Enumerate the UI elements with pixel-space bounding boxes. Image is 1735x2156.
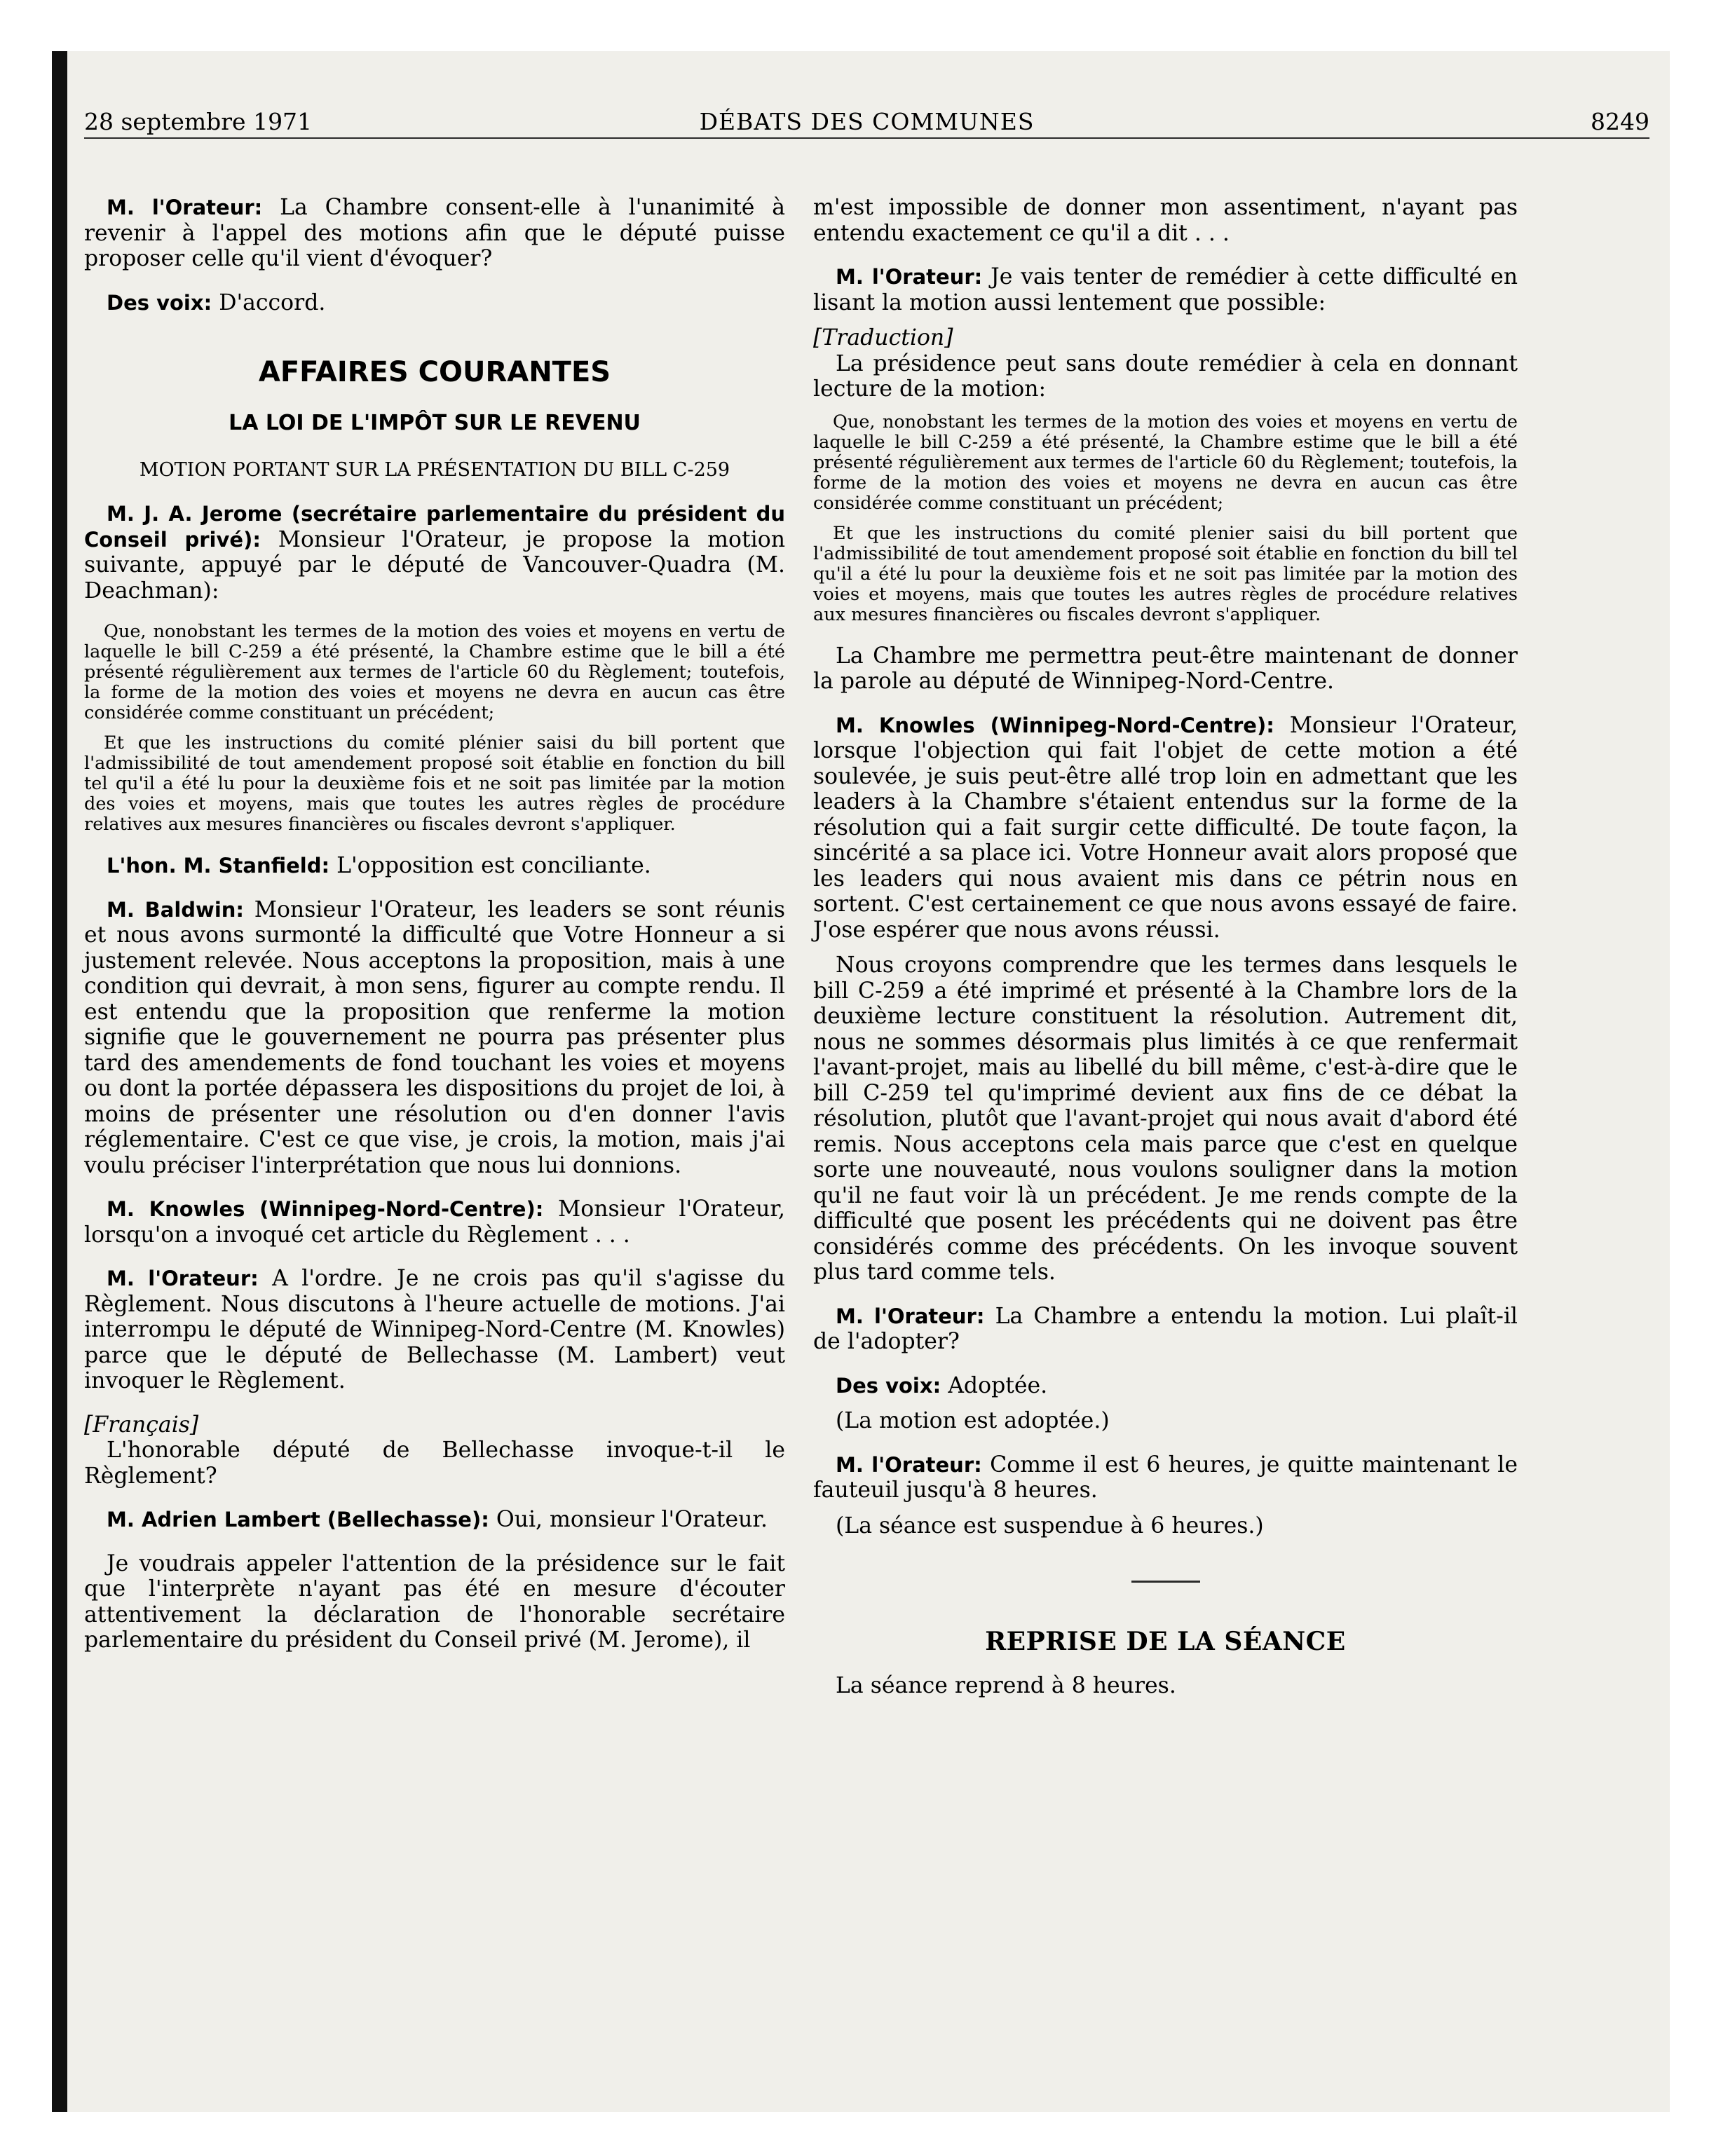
speech-text: Je vais tenter de remédier à cette difficulté en lisant la motion aussi lentement que possible: — [813, 264, 1518, 315]
paragraph — [813, 264, 1518, 315]
speaker: M. J. A. Jerome (secrétaire parlementaire du président du Conseil privé): — [84, 502, 785, 552]
motion-quote: Que, nonobstant les termes de la motion des voies et moyens en vertu de laquelle le bill C-259 a été présenté, la Chambre estime que le bill a été présenté régulièrement aux termes de l'article 60 du Règlement; toutefois, la forme de la motion des voies et moyens ne devra en aucun cas être considérée comme constituant un précédent; — [813, 411, 1518, 514]
speech-text: Monsieur l'Orateur, lorsque l'objection qui fait l'objet de cette motion a été soulevée, je suis peut-être allé trop loin en admettant que les leaders à la Chambre s'étaient entendus sur la forme de la résolution qui a fait surgir cette difficulté. De toute façon, la sincérité a sa place ici. Votre Honneur avait alors proposé que les leaders qui nous avaient mis dans ce pétrin nous en sortent. C'est certainement ce que nous avons essayé de faire. J'ose espérer que nous avons réussi. — [813, 712, 1518, 943]
paragraph: (La motion est adoptée.) — [836, 1408, 1110, 1433]
left-column — [84, 195, 785, 1653]
paragraph — [813, 713, 1518, 943]
speech-text: Monsieur l'Orateur, lorsqu'on a invoqué cet article du Règlement . . . — [84, 1196, 786, 1248]
paragraph: Nous croyons comprendre que les termes dans lesquels le bill C-259 a été imprimé et présenté à la Chambre lors de la deuxième lecture constituent la résolution. Autrement dit, nous ne sommes désormais plus limités à ce que renfermait l'avant-projet, mais au libellé du bill même, c'est-à-dire que le bill C-259 tel qu'imprimé devient aux fins de ce débat la résolution, plutôt que l'avant-projet qui nous avait d'abord été remis. Nous acceptons cela mais parce que c'est en quelque sorte une nouveauté, nous voulons souligner dans la motion qu'il ne faut voir là un précédent. Je me rends compte de la difficulté que posent les précédents qui ne doivent pas être considérés comme des précédents. On les invoque souvent plus tard comme tels. — [813, 953, 1518, 1285]
paragraph: L'honorable député de Bellechasse invoque-t-il le Règlement? — [84, 1438, 785, 1489]
speaker: L'hon. M. Stanfield: — [107, 854, 330, 878]
speaker: M. l'Orateur: — [107, 1267, 259, 1290]
paragraph: Je voudrais appeler l'attention de la présidence sur le fait que l'interprète n'ayant pas été en mesure d'écouter attentivement la déclaration de l'honorable secrétaire parlementaire du président du Conseil privé (M. Jerome), il — [84, 1550, 785, 1653]
section-heading: AFFAIRES COURANTES — [258, 356, 611, 388]
speech-text: Monsieur l'Orateur, les leaders se sont réunis et nous avons surmonté la difficulté que Votre Honneur a si justement relevée. Nous acceptons la proposition, mais à une condition qui devrait, à mon sens, figurer au compte rendu. Il est entendu que la proposition que renferme la motion signifie que le gouvernement ne pourra pas présenter plus tard des amendements de fond touchant les voies et moyens ou dont la portée dépassera les dispositions du projet de loi, à moins de présenter une résolution ou d'en donner l'avis réglementaire. C'est ce que vise, je crois, la motion, mais j'ai voulu préciser l'interprétation que nous lui donnions. — [84, 896, 785, 1178]
paragraph — [84, 1507, 785, 1533]
section-divider — [1131, 1581, 1200, 1583]
paragraph: La Chambre me permettra peut-être maintenant de donner la parole au député de Winnipeg-Nord-Centre. — [813, 643, 1518, 694]
speech-text: La Chambre consent-elle à l'unanimité à revenir à l'appel des motions afin que le député puisse proposer celle qu'il vient d'évoquer? — [84, 195, 786, 271]
speech-text: Comme il est 6 heures, je quitte maintenant le fauteuil jusqu'à 8 heures. — [813, 1452, 1518, 1503]
motion-quote: Et que les instructions du comité plénier saisi du bill portent que l'admissibilité de tout amendement proposé soit établie en fonction du bill tel qu'il a été lu pour la deuxième fois et ne soit pas limitée par la motion des voies et moyens, mais que toutes les autres règles de procédure relatives aux mesures financières ou fiscales devront s'appliquer. — [84, 732, 785, 835]
header-page-number: 8249 — [1591, 108, 1649, 135]
speech-text: Adoptée. — [948, 1372, 1048, 1398]
speaker: M. l'Orateur: — [107, 196, 263, 219]
motion-quote: Et que les instructions du comité plenier saisi du bill portent que l'admissibilité de tout amendement proposé soit établie en fonction du bill tel qu'il a été lu pour la deuxième fois et ne soit pas limitée par la motion des voies et moyens, mais que toutes les autres règles de procédure relatives aux mesures financières ou fiscales devront s'appliquer. — [813, 522, 1518, 625]
speaker: Des voix: — [107, 290, 212, 315]
paragraph — [84, 501, 785, 603]
paragraph — [84, 1266, 785, 1394]
speech-text: La Chambre a entendu la motion. Lui plaît-il de l'adopter? — [813, 1303, 1518, 1354]
language-marker: [Traduction] — [813, 325, 953, 350]
speaker: M. l'Orateur: — [836, 265, 983, 289]
language-marker: [Français] — [84, 1412, 199, 1438]
header-title: DÉBATS DES COMMUNES — [699, 108, 1035, 135]
paragraph — [813, 1304, 1518, 1355]
speaker: M. Knowles (Winnipeg-Nord-Centre): — [107, 1197, 544, 1221]
paragraph — [84, 853, 785, 879]
right-column — [813, 195, 1518, 1698]
header-date: 28 septembre 1971 — [84, 108, 313, 135]
speaker: Des voix: — [836, 1373, 941, 1398]
paragraph: La présidence peut sans doute remédier à cela en donnant lecture de la motion: — [813, 350, 1518, 402]
paragraph — [84, 897, 785, 1179]
speech-text: Monsieur l'Orateur, je propose la motion suivante, appuyé par le député de Vancouver-Quadra (M. Deachman): — [84, 526, 786, 603]
section-heading: REPRISE DE LA SÉANCE — [985, 1627, 1346, 1656]
paragraph — [84, 290, 785, 316]
speaker: M. l'Orateur: — [836, 1452, 982, 1477]
paragraph: La séance reprend à 8 heures. — [836, 1672, 1176, 1698]
paragraph — [813, 1373, 1518, 1399]
speech-text: L'opposition est conciliante. — [336, 853, 651, 878]
paragraph — [84, 1196, 785, 1248]
speaker: M. Adrien Lambert (Bellechasse): — [107, 1508, 489, 1531]
subsection-heading: LA LOI DE L'IMPÔT SUR LE REVENU — [229, 411, 641, 435]
speaker: M. Baldwin: — [107, 897, 244, 922]
speech-text: D'accord. — [219, 289, 326, 315]
speech-text: A l'ordre. Je ne crois pas qu'il s'agisse du Règlement. Nous discutons à l'heure actuelle de motions. J'ai interrompu le député de Winnipeg-Nord-Centre (M. Knowles) parce que le député de Bellechasse (M. Lambert) veut invoquer le Règlement. — [84, 1266, 786, 1393]
paragraph — [813, 1452, 1518, 1503]
paragraph — [84, 195, 785, 272]
motion-heading: MOTION PORTANT SUR LA PRÉSENTATION DU BILL C-259 — [139, 458, 730, 481]
speaker: M. l'Orateur: — [836, 1304, 985, 1328]
speech-text: Oui, monsieur l'Orateur. — [496, 1507, 768, 1532]
page-header — [84, 107, 1649, 139]
speaker: M. Knowles (Winnipeg-Nord-Centre): — [836, 713, 1274, 737]
motion-quote: Que, nonobstant les termes de la motion des voies et moyens en vertu de laquelle le bill C-259 a été présenté, la Chambre estime que le bill a été présenté régulièrement aux termes de l'article 60 du Règlement; toutefois, la forme de la motion des voies et moyens ne devra en aucun cas être considérée comme constituant un précédent; — [84, 621, 785, 723]
paragraph: m'est impossible de donner mon assentiment, n'ayant pas entendu exactement ce qu'il a dit . . . — [813, 195, 1518, 246]
paragraph: (La séance est suspendue à 6 heures.) — [836, 1513, 1264, 1538]
